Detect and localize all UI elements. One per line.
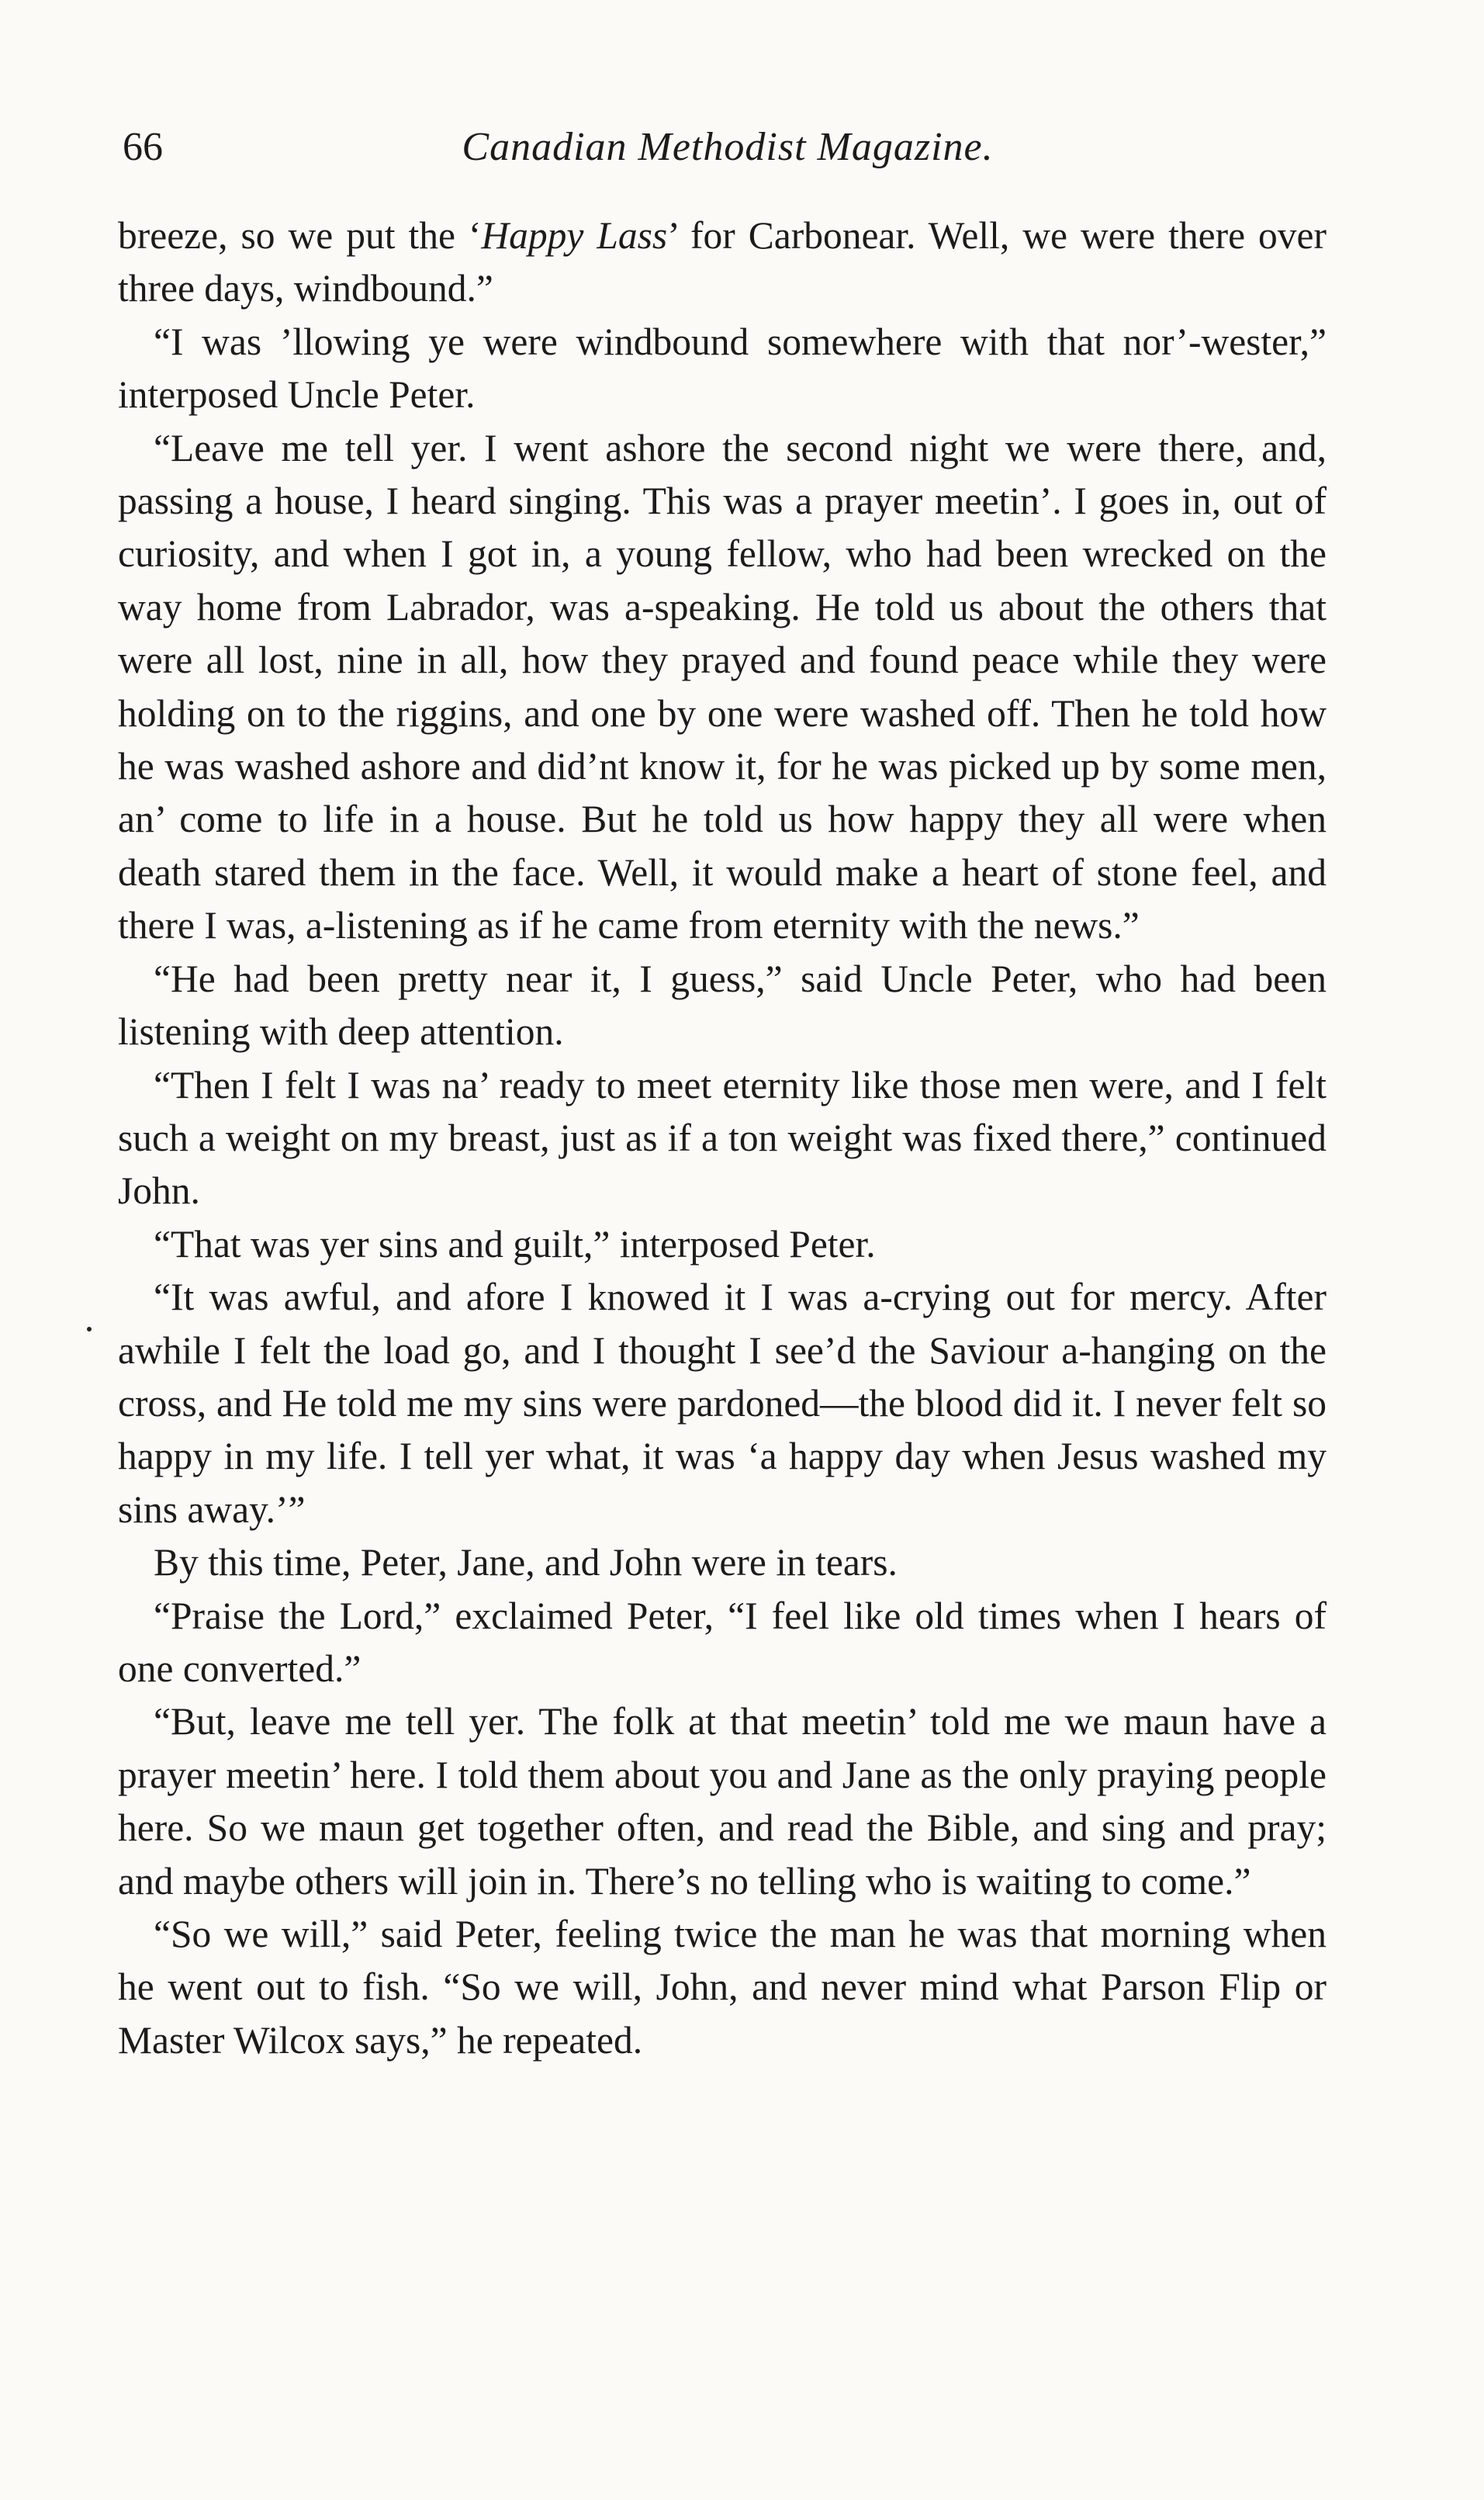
- paragraph: “That was yer sins and guilt,” interposed Peter.: [154, 1222, 876, 1266]
- paragraph: “Praise the Lord,” exclaimed Peter, “I feel like old times when I hears of one converted.”: [118, 1594, 1327, 1690]
- page-header: [123, 116, 1333, 178]
- paragraph: By this time, Peter, Jane, and John were in tears.: [154, 1541, 898, 1584]
- paragraph: “It was awful, and afore I knowed it I was a-crying out for mercy. After awhile I felt the load go, and I thought I see’d the Saviour a-hanging on the cross, and He told me my sins were pardoned—the blood did it. I never felt so happy in my life. I tell yer what, it was ‘a happy day when Jesus washed my sins away.’”: [118, 1276, 1327, 1531]
- paragraph-text: ’ for Carbonear. Well, we were there over three days, windbound.”: [118, 214, 1327, 310]
- margin-mark: [87, 1327, 92, 1331]
- paragraph: “But, leave me tell yer. The folk at that meetin’ told me we maun have a prayer meetin’ here. I told them about you and Jane as the only praying people here. So we maun get together often, and read the Bible, and sing and pray; and maybe others will join in. There’s no telling who is waiting to come.”: [118, 1700, 1327, 1903]
- paragraph: “Leave me tell yer. I went ashore the second night we were there, and, passing a house, I heard singing. This was a prayer meetin’. I goes in, out of curiosity, and when I got in, a young fellow, who had been wrecked on the way home from Labrador, was a-speaking. He told us about the others that were all lost, nine in all, how they prayed and found peace while they were holding on to the riggins, and one by one were washed off. Then he told how he was washed ashore and did’nt know it, for he was picked up by some men, an’ come to life in a house. But he told us how happy they all were when death stared them in the face. Well, it would make a heart of stone feel, and there I was, a-listening as if he came from eternity with the news.”: [118, 426, 1327, 947]
- page-number: 66: [123, 125, 163, 169]
- paragraph-text: breeze, so we put the ‘: [118, 214, 482, 257]
- paragraph: “I was ’llowing ye were windbound somewhere with that nor’-wester,” interposed Uncle Peter.: [118, 320, 1327, 417]
- article-body: [118, 209, 1327, 2067]
- paragraph: “Then I felt I was na’ ready to meet eternity like those men were, and I felt such a weight on my breast, just as if a ton weight was fixed there,” continued John.: [118, 1063, 1327, 1213]
- paragraph: “So we will,” said Peter, feeling twice the man he was that morning when he went out to fish. “So we will, John, and never mind what Parson Flip or Master Wilcox says,” he repeated.: [118, 1913, 1327, 2062]
- paragraph: “He had been pretty near it, I guess,” said Uncle Peter, who had been listening with deep attention.: [118, 957, 1327, 1054]
- running-title: Canadian Methodist Magazine.: [462, 125, 994, 169]
- paragraph: [118, 209, 1327, 316]
- boat-name: Happy Lass: [481, 214, 668, 257]
